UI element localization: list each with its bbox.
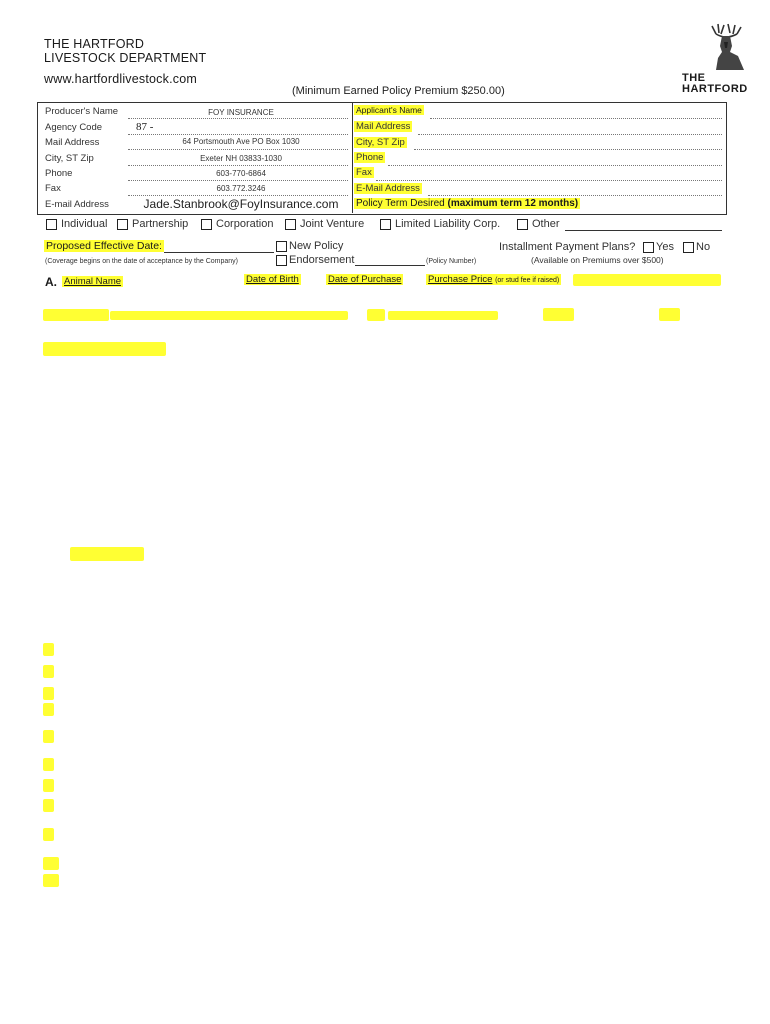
highlight-marker[interactable] [43,643,54,656]
corporation-label: Corporation [216,218,274,230]
applicant-mail-field[interactable] [418,134,722,135]
effective-date-label: Proposed Effective Date: [46,240,162,252]
logo-text-hartford: HARTFORD [682,83,748,95]
producer-mail-value[interactable]: 64 Portsmouth Ave PO Box 1030 [182,137,300,146]
producer-email-value[interactable]: Jade.Stanbrook@FoyInsurance.com [143,197,339,211]
endorsement-checkbox[interactable] [276,255,287,266]
agency-code-value[interactable]: 87 - [136,121,154,133]
producer-phone-label: Phone [45,168,73,179]
llc-label: Limited Liability Corp. [395,218,501,230]
other-checkbox[interactable] [517,219,528,230]
applicant-name-field[interactable] [430,118,722,119]
highlight-field[interactable] [43,309,109,321]
date-of-purchase-header: Date of Purchase [328,274,402,285]
producer-fax-value[interactable]: 603.772.3246 [216,184,266,193]
producer-line [128,134,348,135]
highlight-marker[interactable] [43,703,54,716]
new-policy-checkbox[interactable] [276,241,287,252]
applicant-fax-label: Fax [356,167,372,178]
policy-term-text: Policy Term Desired [356,198,445,209]
producer-city-value[interactable]: Exeter NH 03833-1030 [200,154,282,163]
highlight-marker[interactable] [43,687,54,700]
hartford-logo [680,22,750,96]
installment-yes-checkbox[interactable] [643,242,654,253]
installment-note: (Available on Premiums over $500) [531,255,664,265]
producer-line [128,149,348,150]
highlight-field[interactable] [70,547,144,561]
installment-no-label: No [696,241,711,253]
policy-number-label: (Policy Number) [426,258,477,265]
highlight-field[interactable] [367,309,385,321]
highlight-marker[interactable] [43,857,59,870]
minimum-premium-note: (Minimum Earned Policy Premium $250.00) [292,85,505,97]
highlight-field[interactable] [543,308,574,321]
installment-no-checkbox[interactable] [683,242,694,253]
purchase-price-header [426,274,561,285]
policy-term-label [354,198,580,209]
applicant-name-label: Applicant's Name [356,105,422,115]
company-line: THE HARTFORD [44,37,145,51]
producer-city-label: City, ST Zip [45,153,94,164]
llc-checkbox[interactable] [380,219,391,230]
highlight-field[interactable] [110,311,348,320]
installment-label: Installment Payment Plans? [499,241,636,253]
producer-name-value[interactable]: FOY INSURANCE [208,108,274,117]
highlight-marker[interactable] [43,828,54,841]
corporation-checkbox[interactable] [201,219,212,230]
stud-fee-note: (or stud fee if raised) [495,277,560,284]
purchase-price-field[interactable] [573,274,721,286]
applicant-email-field[interactable] [428,195,722,196]
partnership-checkbox[interactable] [117,219,128,230]
applicant-mail-label: Mail Address [356,121,411,132]
applicant-fax-field[interactable] [376,180,722,181]
partnership-label: Partnership [132,218,189,230]
logo-text-the: THE [682,72,706,84]
applicant-city-field[interactable] [414,149,722,150]
coverage-note: (Coverage begins on the date of acceptance by the Company) [45,258,239,265]
purchase-price-label: Purchase Price [428,274,493,285]
website-text: www.hartfordlivestock.com [44,72,197,86]
highlight-marker[interactable] [43,758,54,771]
producer-fax-label: Fax [45,183,61,194]
highlight-field[interactable] [43,342,166,356]
policy-number-field[interactable] [355,265,425,266]
department-line: LIVESTOCK DEPARTMENT [44,51,207,65]
animal-name-header: Animal Name [64,276,122,287]
individual-label: Individual [61,218,108,230]
endorsement-label: Endorsement [289,254,355,266]
producer-email-label: E-mail Address [45,199,109,210]
producer-line [128,180,348,181]
new-policy-label: New Policy [289,240,344,252]
date-of-birth-header: Date of Birth [246,274,299,285]
producer-name-label: Producer's Name [45,106,119,117]
individual-checkbox[interactable] [46,219,57,230]
joint-venture-label: Joint Venture [300,218,365,230]
other-field[interactable] [565,230,722,231]
other-label: Other [532,218,560,230]
highlight-marker[interactable] [43,874,59,887]
applicant-phone-field[interactable] [388,165,722,166]
highlight-marker[interactable] [43,779,54,792]
applicant-city-label: City, ST Zip [356,137,405,148]
producer-mail-label: Mail Address [45,137,100,148]
highlight-marker[interactable] [43,799,54,812]
producer-line [128,118,348,119]
producer-line [128,165,348,166]
applicant-email-label: E-Mail Address [356,183,420,194]
installment-yes-label: Yes [656,241,674,253]
joint-venture-checkbox[interactable] [285,219,296,230]
agency-code-label: Agency Code [45,122,103,133]
highlight-marker[interactable] [43,730,54,743]
highlight-marker[interactable] [43,665,54,678]
highlight-field[interactable] [659,308,680,321]
producer-phone-value[interactable]: 603-770-6864 [216,169,266,178]
producer-line [128,195,348,196]
stag-icon [704,22,750,72]
policy-term-note: (maximum term 12 months) [447,198,579,209]
applicant-phone-label: Phone [356,152,384,163]
effective-date-field[interactable] [164,252,274,253]
section-a-letter: A. [45,275,57,289]
highlight-field[interactable] [388,311,498,320]
